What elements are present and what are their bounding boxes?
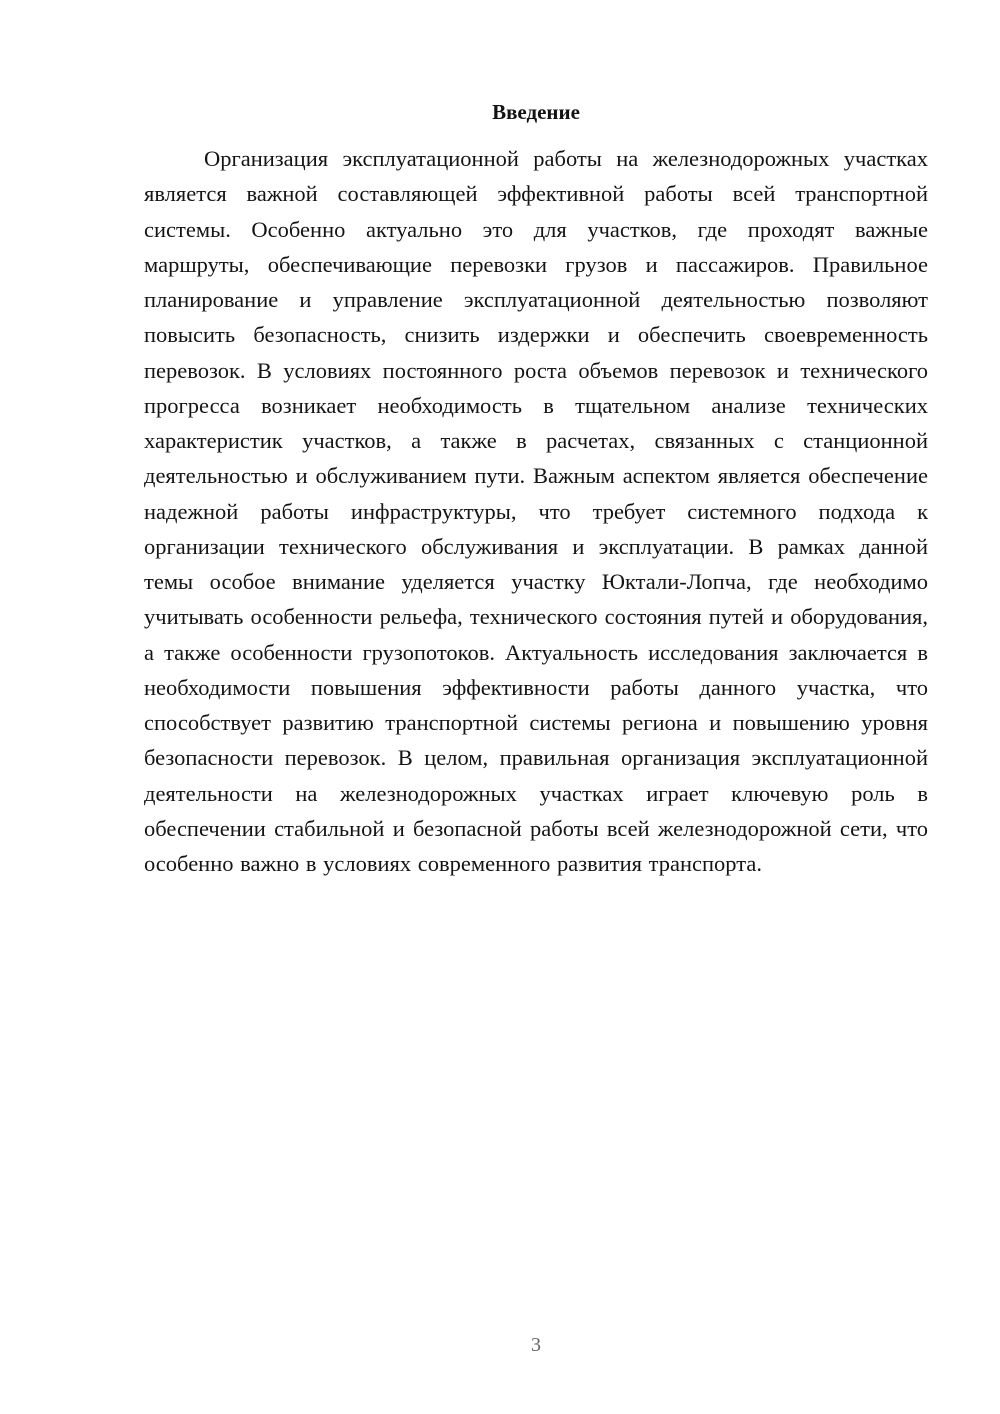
body-paragraph: Организация эксплуатационной работы на железнодорожных участках является важной составляющей эффективной работы всей транспортной системы. Особенно актуально это для участков, где проходят важные маршруты, обеспечивающие перевозки грузов и пассажиров. Правильное планирование и управление эксплуатационной деятельностью позволяют повысить безопасность, снизить издержки и обеспечить своевременность перевозок. В условиях постоянного роста объемов перевозок и технического прогресса возникает необходимость в тщательном анализе технических характеристик участков, а также в расчетах, связанных с станционной деятельностью и обслуживанием пути. Важным аспектом является обеспечение надежной работы инфраструктуры, что требует системного подхода к организации технического обслуживания и эксплуатации. В рамках данной темы особое внимание уделяется участку Юктали-Лопча, где необходимо учитывать особенности рельефа, технического состояния путей и оборудования, а также особенности грузопотоков. Актуальность исследования заключается в необходимости повышения эффективности работы данного участка, что способствует развитию транспортной системы региона и повышению уровня безопасности перевозок. В целом, правильная организация эксплуатационной деятельности на железнодорожных участках играет ключевую роль в обеспечении стабильной и безопасной работы всей железнодорожной сети, что особенно важно в условиях современного развития транспорта.	[144, 146, 928, 876]
section-title: Введение	[492, 100, 580, 124]
page-number: 3	[531, 1334, 541, 1356]
